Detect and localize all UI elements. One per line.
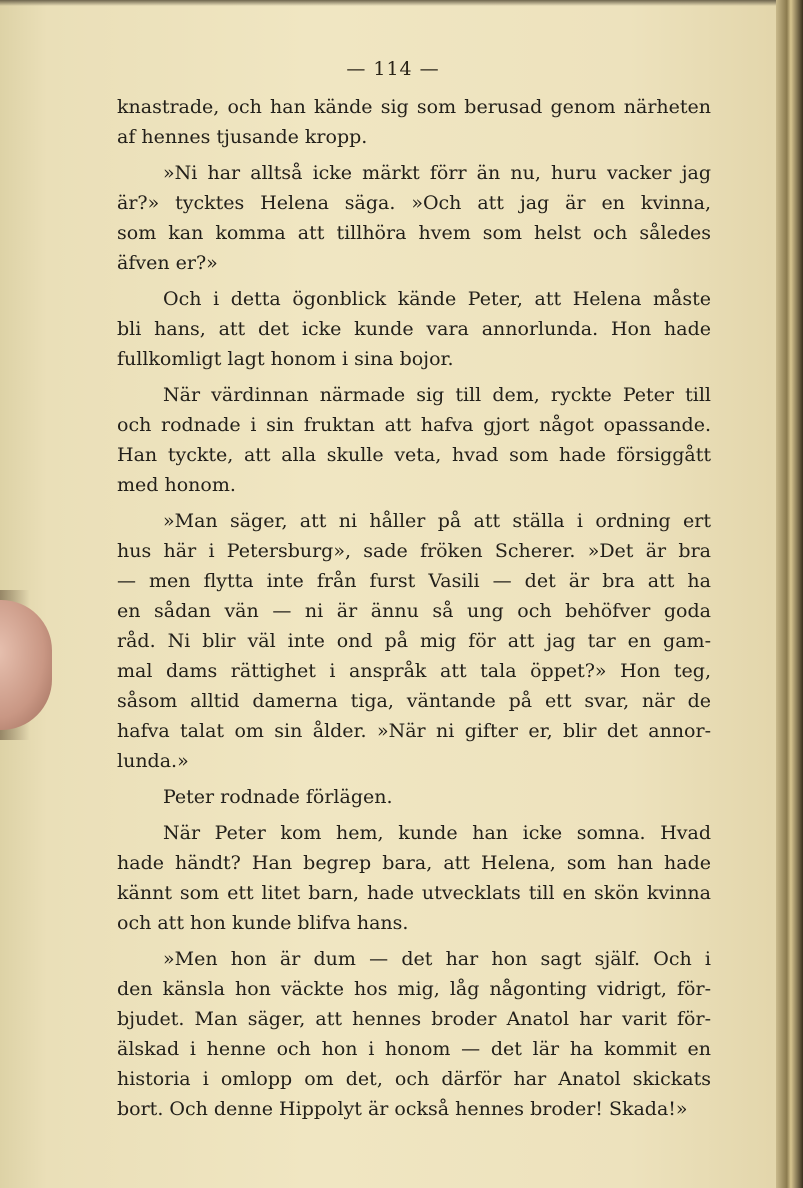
text-line: älskad i henne och hon i honom — det lär ha kommit en [117, 1038, 711, 1060]
paragraph [117, 380, 711, 500]
paragraph [117, 506, 711, 776]
text-line: kännt som ett litet barn, hade utvecklats till en skön kvinna [117, 882, 711, 904]
paragraph [117, 92, 711, 152]
text-line: och att hon kunde blifva hans. [117, 912, 409, 934]
text-line: af hennes tjusande kropp. [117, 126, 368, 148]
text-line: och rodnade i sin fruktan att hafva gjort något opassande. [117, 414, 711, 436]
text-line: När värdinnan närmade sig till dem, ryckte Peter till [163, 384, 711, 406]
paragraph [117, 944, 711, 1124]
text-line: historia i omlopp om det, och därför har Anatol skickats [117, 1068, 711, 1090]
body-text [117, 92, 711, 1124]
text-line: fullkomligt lagt honom i sina bojor. [117, 348, 454, 370]
paragraph [117, 284, 711, 374]
text-line: som kan komma att tillhöra hvem som helst och således [117, 222, 711, 244]
text-line: hade händt? Han begrep bara, att Helena, som han hade [117, 852, 711, 874]
page-number: — 114 — [346, 58, 440, 80]
text-line: en sådan vän — ni är ännu så ung och behöfver goda [117, 600, 711, 622]
text-line: mal dams rättighet i anspråk att tala öppet?» Hon teg, [117, 660, 711, 682]
text-line: såsom alltid damerna tiga, väntande på ett svar, när de [117, 690, 711, 712]
text-line: När Peter kom hem, kunde han icke somna. Hvad [163, 822, 711, 844]
text-line: Peter rodnade förlägen. [163, 786, 393, 808]
text-line: råd. Ni blir väl inte ond på mig för att jag tar en gam- [117, 630, 711, 652]
text-line: bort. Och denne Hippolyt är också hennes broder! Skada!» [117, 1098, 688, 1120]
text-line: bjudet. Man säger, att hennes broder Anatol har varit för- [117, 1008, 711, 1030]
text-line: »Man säger, att ni håller på att ställa i ordning ert [163, 510, 711, 532]
paragraph [117, 782, 711, 812]
text-line: »Men hon är dum — det har hon sagt själf. Och i [163, 948, 711, 970]
text-line: — men flytta inte från furst Vasili — det är bra att ha [117, 570, 711, 592]
book-page-edge [776, 0, 803, 1188]
text-line: är?» tycktes Helena säga. »Och att jag är en kvinna, [117, 192, 711, 214]
text-line: Han tyckte, att alla skulle veta, hvad som hade försiggått [117, 444, 711, 466]
text-line: Och i detta ögonblick kände Peter, att Helena måste [163, 288, 711, 310]
top-edge-shadow [0, 0, 786, 6]
text-line: hafva talat om sin ålder. »När ni gifter er, blir det annor- [117, 720, 711, 742]
text-line: »Ni har alltså icke märkt förr än nu, huru vacker jag [163, 162, 711, 184]
paragraph [117, 158, 711, 278]
text-line: äfven er?» [117, 252, 218, 274]
text-line: hus här i Petersburg», sade fröken Scherer. »Det är bra [117, 540, 711, 562]
text-line: med honom. [117, 474, 236, 496]
text-line: bli hans, att det icke kunde vara annorlunda. Hon hade [117, 318, 711, 340]
text-line: knastrade, och han kände sig som berusad genom närheten [117, 96, 711, 118]
text-line: den känsla hon väckte hos mig, låg någonting vidrigt, för- [117, 978, 711, 1000]
text-line: lunda.» [117, 750, 189, 772]
paragraph [117, 818, 711, 938]
